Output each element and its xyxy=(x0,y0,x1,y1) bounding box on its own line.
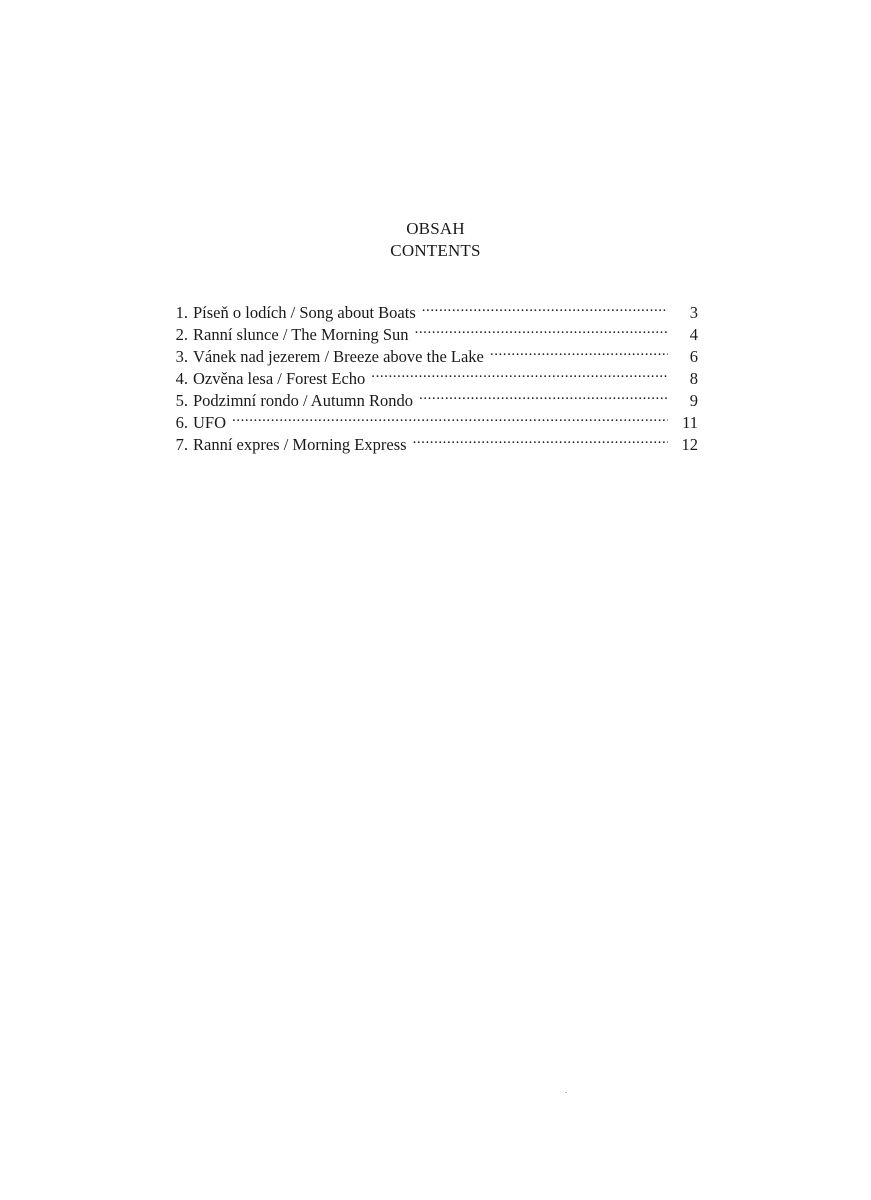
toc-dot-leader xyxy=(415,318,668,340)
toc-entry-number: 4. xyxy=(175,369,188,388)
toc-entry-page: 9 xyxy=(689,391,698,410)
table-of-contents xyxy=(168,296,698,454)
toc-entry-title: UFO xyxy=(193,413,227,432)
toc-entry-page: 6 xyxy=(689,347,698,366)
toc-entry-title: Ranní slunce / The Morning Sun xyxy=(193,325,409,344)
toc-entry-number: 5. xyxy=(175,391,188,410)
contents-heading-english: CONTENTS xyxy=(390,241,481,260)
toc-entry-page: 12 xyxy=(681,435,698,454)
toc-entry-number: 6. xyxy=(175,413,188,432)
toc-dot-leader xyxy=(419,384,668,406)
toc-entry-number: 3. xyxy=(175,347,188,366)
toc-entry-page: 3 xyxy=(689,303,698,322)
toc-entry xyxy=(168,428,698,454)
toc-entry-page: 8 xyxy=(689,369,698,388)
contents-heading-czech: OBSAH xyxy=(406,219,465,238)
toc-entry-number: 7. xyxy=(175,435,188,454)
toc-entry-title: Píseň o lodích / Song about Boats xyxy=(193,303,416,322)
toc-entry-page: 4 xyxy=(689,325,698,344)
toc-dot-leader xyxy=(490,340,668,362)
toc-entry-title: Podzimní rondo / Autumn Rondo xyxy=(193,391,414,410)
toc-dot-leader xyxy=(232,406,668,428)
toc-dot-leader xyxy=(422,296,668,318)
toc-dot-leader xyxy=(413,428,668,450)
toc-entry-number: 2. xyxy=(175,325,188,344)
toc-entry-title: Ranní expres / Morning Express xyxy=(193,435,407,454)
scan-speck xyxy=(565,1092,567,1093)
toc-dot-leader xyxy=(371,362,668,384)
toc-entry-page: 11 xyxy=(682,413,698,432)
toc-entry xyxy=(168,296,698,322)
toc-entry-title: Vánek nad jezerem / Breeze above the Lake xyxy=(193,347,484,366)
toc-entry-number: 1. xyxy=(175,303,188,322)
toc-entry-title: Ozvěna lesa / Forest Echo xyxy=(193,369,366,388)
toc-entry xyxy=(168,406,698,432)
